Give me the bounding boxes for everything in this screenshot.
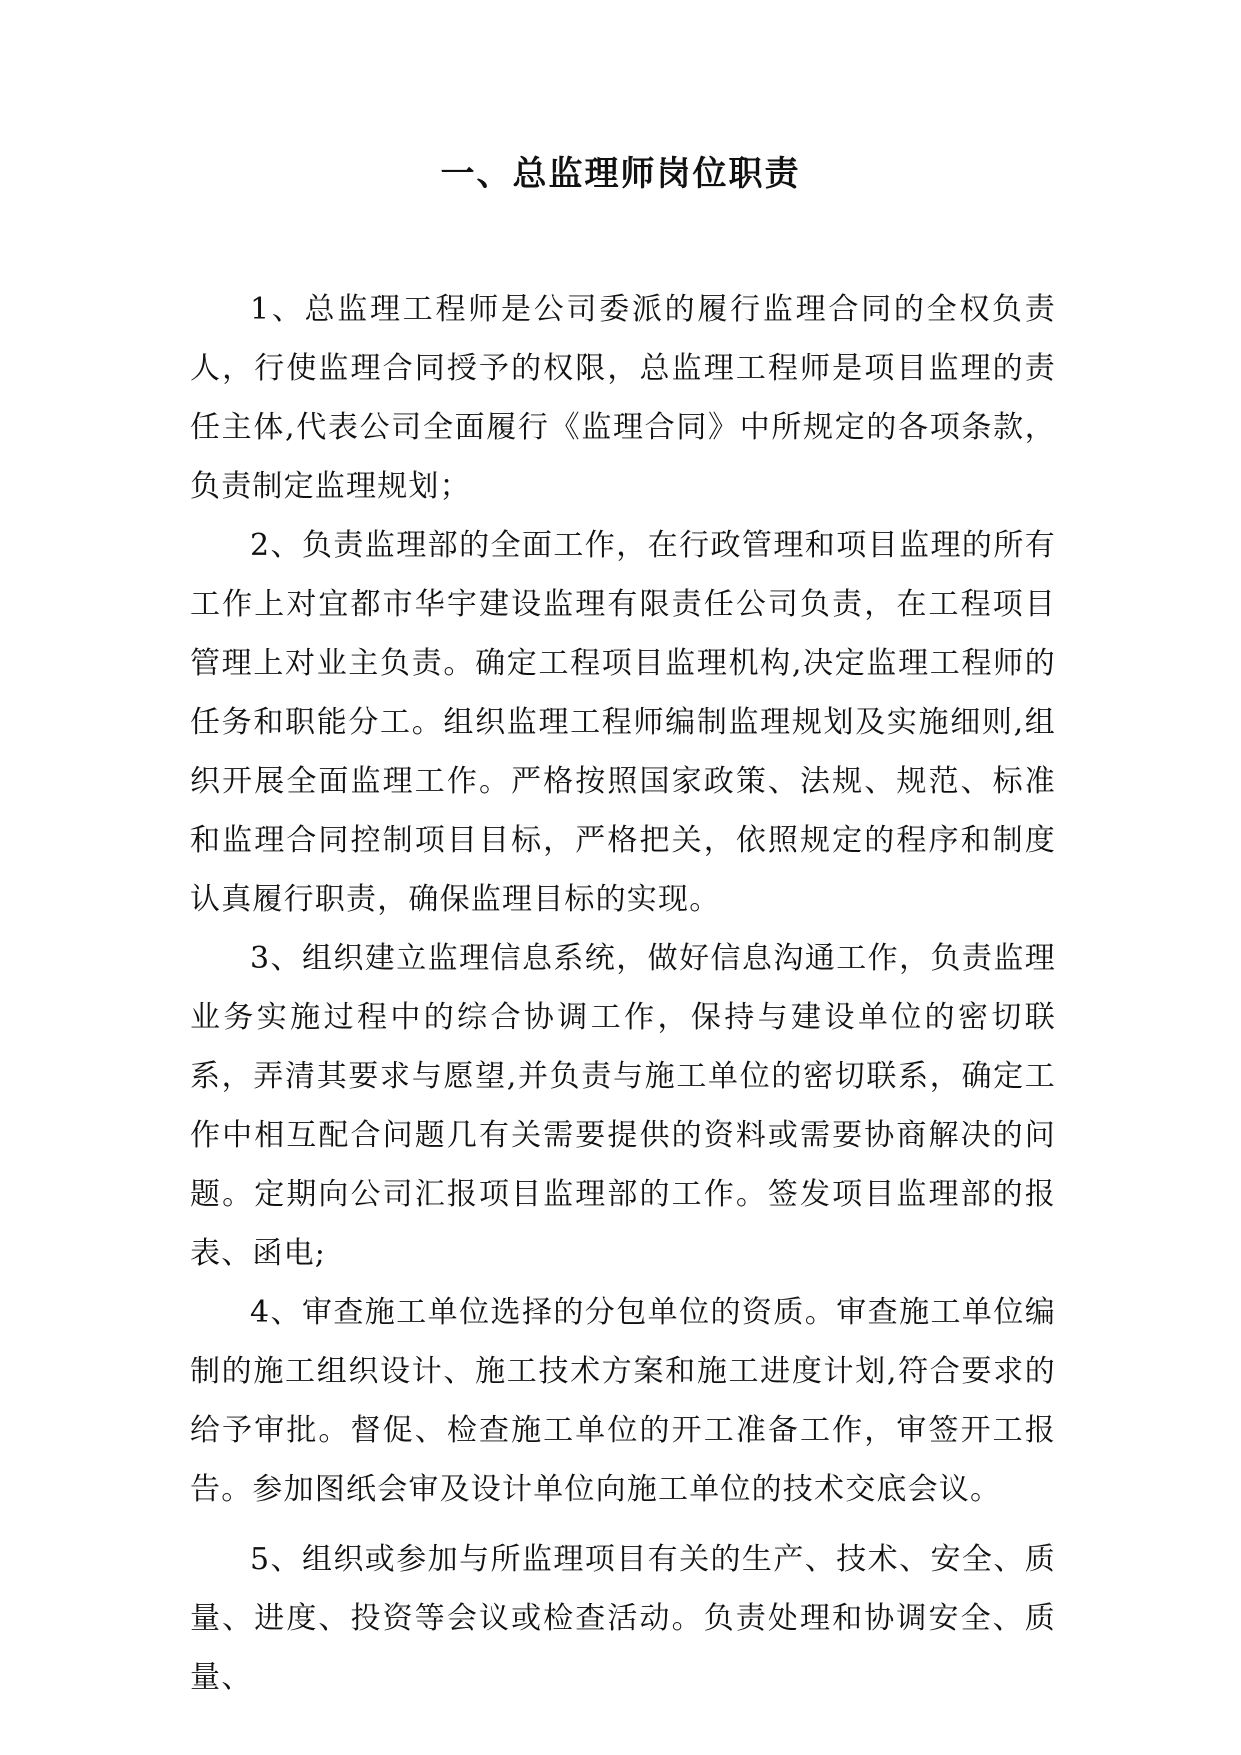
document-body bbox=[190, 280, 1056, 1707]
paragraph-3: 3、组织建立监理信息系统，做好信息沟通工作，负责监理业务实施过程中的综合协调工作，保持与建设单位的密切联系，弄清其要求与愿望,并负责与施工单位的密切联系，确定工作中相互配合问题几有关需要提供的资料或需要协商解决的问题。定期向公司汇报项目监理部的工作。签发项目监理部的报表、函电; bbox=[190, 941, 1056, 1271]
paragraph-2: 2、负责监理部的全面工作，在行政管理和项目监理的所有工作上对宜都市华宇建设监理有限责任公司负责，在工程项目管理上对业主负责。确定工程项目监理机构,决定监理工程师的任务和职能分工。组织监理工程师编制监理规划及实施细则,组织开展全面监理工作。严格按照国家政策、法规、规范、标准和监理合同控制项目目标，严格把关，依照规定的程序和制度认真履行职责，确保监理目标的实现。 bbox=[190, 528, 1056, 917]
page-title: 一、总监理师岗位职责 bbox=[440, 154, 801, 194]
paragraph-4: 4、审查施工单位选择的分包单位的资质。审查施工单位编制的施工组织设计、施工技术方案和施工进度计划,符合要求的给予审批。督促、检查施工单位的开工准备工作，审签开工报告。参加图纸会审及设计单位向施工单位的技术交底会议。 bbox=[190, 1295, 1056, 1507]
paragraph-1: 1、总监理工程师是公司委派的履行监理合同的全权负责人，行使监理合同授予的权限，总监理工程师是项目监理的责任主体,代表公司全面履行《监理合同》中所规定的各项条款，负责制定监理规划； bbox=[190, 292, 1056, 504]
paragraph-5: 5、组织或参加与所监理项目有关的生产、技术、安全、质量、进度、投资等会议或检查活动。负责处理和协调安全、质量、 bbox=[190, 1542, 1056, 1695]
